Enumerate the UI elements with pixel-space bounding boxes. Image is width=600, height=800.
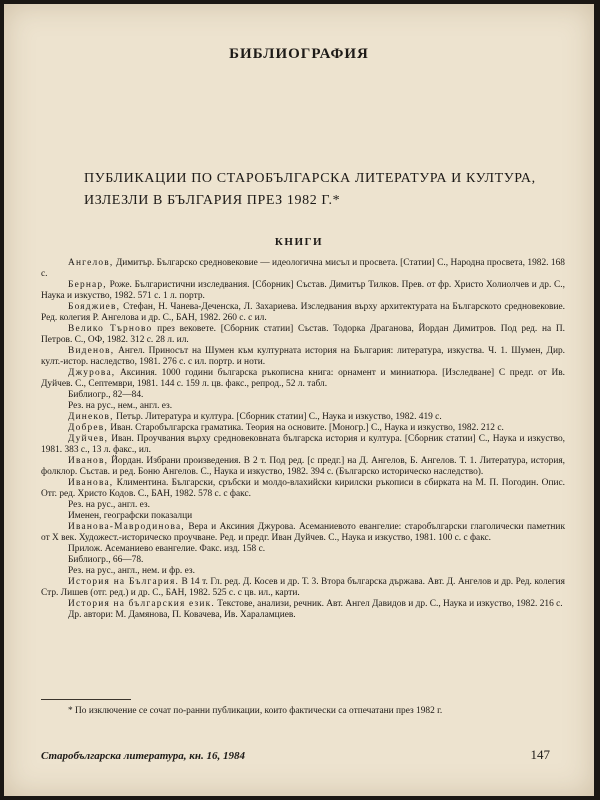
bibliography-entry (41, 577, 565, 599)
entry-author: История на българския език. (68, 599, 215, 609)
bibliography-entry (41, 390, 565, 401)
entry-text: Ангел. Приносът на Шумен към културната история на България: литература, изкуства. Ч. 1. Шумен, Дир. култ.-истор. наследство, 1981. 276 с. с ил. портр. и ноти. (41, 346, 565, 367)
entry-text: Рез. на рус., англ. ез. (68, 500, 150, 510)
bibliography-list (41, 258, 565, 621)
entry-author: Ангелов, (68, 258, 114, 268)
entry-text: Прилож. Асеманиево евангелие. Факс. изд. 158 с. (68, 544, 266, 554)
entry-text: през вековете. [Сборник статии] Състав. Тодорка Драганова, Йордан Димитров. Под ред. на П. Петров. С., ОФ, 1982. 312 с. 28 л. ил. (41, 324, 565, 345)
entry-text: Роже. Българистични изследвания. [Сборник] Състав. Димитър Тилков. Прев. от фр. Христо Холиолчев и др. С., Наука и изкуство, 1982. 571 с. 1 л. портр. (41, 280, 565, 301)
entry-text: Др. автори: М. Дамянова, П. Ковачева, Ив. Хараламциев. (68, 610, 296, 620)
bibliography-entry (41, 500, 565, 511)
entry-text: Климентина. Български, сръбски и молдо-влахийски кирилски ръкописи в сбирката на М. П. Погодин. Опис. Отг. ред. Христо Кодов. С., БАН, 1982. 578 с. с факс. (41, 478, 565, 499)
entry-author: Добрев, (68, 423, 108, 433)
bibliography-entry (41, 280, 565, 302)
bibliography-entry (41, 401, 565, 412)
entry-text: Именен, географски показалци (68, 511, 193, 521)
bibliography-entry (41, 302, 565, 324)
bibliography-entry (41, 544, 565, 555)
entry-text: Библиогр., 66—78. (68, 555, 144, 565)
entry-author: Динеков, (68, 412, 114, 422)
bibliography-entry (41, 434, 565, 456)
bibliography-entry (41, 566, 565, 577)
bibliography-entry (41, 368, 565, 390)
entry-text: Иван. Проучвания върху средновековната българска история и култура. [Сборник статии] С., Наука и изкуство, 1981. 383 с., 13 л. факс., ил. (41, 434, 565, 455)
entry-text: Петър. Литература и култура. [Сборник статии] С., Наука и изкуство, 1982. 419 с. (113, 412, 442, 422)
bibliography-entry (41, 610, 565, 621)
entry-author: История на България. (68, 577, 180, 587)
bibliography-entry (41, 555, 565, 566)
entry-text: Рез. на рус., нем., англ. ез. (68, 401, 173, 411)
entry-author: Бояджиев, (68, 302, 121, 312)
entry-text: Иван. Старобългарска граматика. Теория на основите. [Моногр.] С., Наука и изкуство, 1982. 212 с. (107, 423, 504, 433)
entry-author: Велико Търново (68, 324, 153, 334)
section-heading: КНИГИ (274, 236, 324, 248)
entry-text: Димитър. Българско средновековие — идеологична мисъл и просвета. [Статии] С., Народна просвета, 1982. 168 с. (41, 258, 565, 279)
entry-text: Аксиния. 1000 години българска ръкописна книга: орнамент и миниатюра. [Изследване] С предг. от Ив. Дуйчев. С., Септември, 1981. 144 с. 159 л. цв. факс., репрод., 52 л. табл. (41, 368, 565, 389)
bibliography-entry (41, 478, 565, 500)
bibliography-entry (41, 599, 565, 610)
entry-text: Текстове, анализи, речник. Авт. Ангел Давидов и др. С., Наука и изкуство, 1982. 216 с. (214, 599, 563, 609)
entry-text: Вера и Аксиния Джурова. Асеманиевото евангелие: старобългарски глаголически паметник от X век. Художест.-историческо проучване. Ред. и предг. Иван Дуйчев. С., Наука и изкуство, 1981. 100 с. с факс. (41, 522, 565, 543)
entry-text: Библиогр., 82—84. (68, 390, 144, 400)
book-page (4, 4, 594, 796)
bibliography-entry (41, 346, 565, 368)
entry-author: Виденов, (68, 346, 115, 356)
bibliography-entry (41, 324, 565, 346)
page-number: 147 (530, 747, 550, 762)
entry-author: Джурова, (68, 368, 116, 378)
entry-text: Стефан, Н. Чанева-Деченска, Л. Захариева. Изследвания върху архитектурата на Българското средновековие. Ред. колегия Р. Ангелова и др. С., БАН, 1982. 260 с. с ил. (41, 302, 565, 323)
bibliography-entry (41, 511, 565, 522)
bibliography-entry (41, 412, 565, 423)
entry-author: Иванова, (68, 478, 114, 488)
footnote: * По изключение се сочат по-ранни публикации, които фактически са отпечатани през 1982 г. (68, 706, 443, 716)
entry-text: В 14 т. Гл. ред. Д. Косев и др. Т. 3. Втора българска държава. Авт. Д. Ангелов и др. Ред. колегия Стр. Лишев (отг. ред.) и др. С., БАН, 1982. 525 с. с цв. ил., карти. (41, 577, 565, 598)
page-heading: БИБЛИОГРАФИЯ (229, 46, 369, 62)
bibliography-entry (41, 258, 565, 280)
entry-author: Дуйчев, (68, 434, 109, 444)
entry-author: Бернар, (68, 280, 107, 290)
bibliography-entry (41, 456, 565, 478)
entry-author: Иванова-Мавродинова, (68, 522, 185, 532)
entry-author: Иванов, (68, 456, 109, 466)
entry-text: Рез. на рус., англ., нем. и фр. ез. (68, 566, 195, 576)
journal-footer: Старобългарска литература, кн. 16, 1984 (41, 750, 245, 762)
entry-text: Йордан. Избрани произведения. В 2 т. Под ред. [с предг.] на Д. Ангелов, Б. Ангелов. Т. 1. Литература, история, фолклор. Състав. и ред. Боню Ангелов. С., Наука и изкуство, 1982. 394 с. (Българско историческо наследство). (41, 456, 565, 477)
bibliography-entry (41, 423, 565, 434)
article-title: ПУБЛИКАЦИИ ПО СТАРОБЪЛГАРСКА ЛИТЕРАТУРА И КУЛТУРА, ИЗЛЕЗЛИ В БЪЛГАРИЯ ПРЕЗ 1982 Г.* (84, 171, 536, 208)
bibliography-entry (41, 522, 565, 544)
footnote-rule (41, 699, 131, 700)
